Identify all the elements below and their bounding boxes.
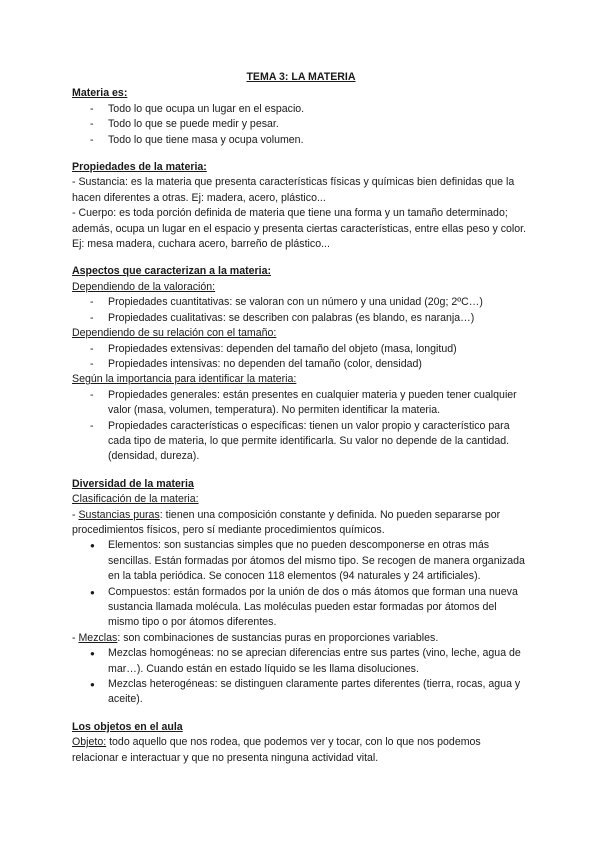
list-item: - Propiedades intensivas: no dependen del tamaño (color, densidad) <box>72 357 530 372</box>
list-item: - Todo lo que se puede medir y pesar. <box>72 117 530 132</box>
paragraph-cuerpo: - Cuerpo: es toda porción definida de materia que tiene una forma y un tamaño determinado; además, ocupa un lugar en el espacio y presenta ciertas características, entre ellas peso y color. Ej: mesa madera, cuchara acero, barreño de plástico... <box>72 207 527 251</box>
document-title: TEMA 3: LA MATERIA <box>246 71 356 83</box>
paragraph-sustancia: - Sustancia: es la materia que presenta características físicas y químicas bien definidas que la hacen diferentes a otras. Ej: madera, acero, plástico... <box>72 176 515 204</box>
section-propiedades <box>72 160 530 252</box>
heading-objetos: Los objetos en el aula <box>72 720 183 733</box>
sustancias-puras-list <box>72 538 530 630</box>
mezclas-list <box>72 646 530 708</box>
subheading-importancia: Según la importancia para identificar la materia: <box>72 373 297 386</box>
list-item: ● Compuestos: están formados por la unión de dos o más átomos que forman una nueva sustancia llamada molécula. Las moléculas pueden estar formadas por átomos del mismo tipo o por átomos diferentes. <box>72 585 530 631</box>
list-item: ● Mezclas heterogéneas: se distinguen claramente partes diferentes (tierra, rocas, agua y aceite). <box>72 677 530 708</box>
list-item: - Todo lo que tiene masa y ocupa volumen. <box>72 133 530 148</box>
list-item: - Propiedades cualitativas: se describen con palabras (es blando, es naranja…) <box>72 311 530 326</box>
heading-aspectos: Aspectos que caracterizan a la materia: <box>72 265 272 278</box>
list-item: - Propiedades características o específicas: tienen un valor propio y característico para cada tipo de materia, lo que permite identificarla. Su valor no depende de la cantidad. (densidad, dureza). <box>72 419 530 465</box>
tamano-list <box>72 342 530 373</box>
paragraph-objeto <box>72 735 530 766</box>
dash-prefix: - <box>72 631 79 644</box>
term-mezclas: Mezclas <box>78 631 118 644</box>
subheading-valoracion: Dependiendo de la valoración: <box>72 280 216 293</box>
subheading-tamano: Dependiendo de su relación con el tamaño: <box>72 327 277 340</box>
list-item: ● Mezclas homogéneas: no se aprecian diferencias entre sus partes (vino, leche, agua de mar…). Cuando están en estado líquido se les llama disoluciones. <box>72 646 530 677</box>
list-item: - Propiedades extensivas: dependen del tamaño del objeto (masa, longitud) <box>72 342 530 357</box>
materia-es-list <box>72 102 530 148</box>
term-sustancias-puras: Sustancias puras <box>78 508 160 521</box>
list-item: ● Elementos: son sustancias simples que no pueden descomponerse en otras más sencillas. Están formadas por átomos del mismo tipo. Se recogen de manera organizada en la tabla periódica. Se conocen 118 elementos (94 naturales y 24 artificiales). <box>72 538 530 584</box>
section-materia-es <box>72 86 530 148</box>
valoracion-list <box>72 295 530 326</box>
paragraph-sustancias-puras <box>72 508 530 539</box>
section-aspectos <box>72 264 530 464</box>
definition-mezclas: : son combinaciones de sustancias puras en proporciones variables. <box>117 631 439 644</box>
heading-materia-es: Materia es: <box>72 87 128 100</box>
term-objeto: Objeto: <box>72 736 107 749</box>
section-objetos <box>72 720 530 766</box>
heading-propiedades: Propiedades de la materia: <box>72 161 207 174</box>
list-item: - Propiedades cuantitativas: se valoran con un número y una unidad (20g; 2ºC…) <box>72 295 530 310</box>
list-item: - Todo lo que ocupa un lugar en el espacio. <box>72 102 530 117</box>
definition-sustancias-puras: : tienen una composición constante y definida. No pueden separarse por procedimientos físicos, pero sí mediante procedimientos químicos. <box>72 508 501 536</box>
importancia-list <box>72 388 530 465</box>
subheading-clasificacion: Clasificación de la materia: <box>72 493 199 506</box>
dash-prefix: - <box>72 508 79 521</box>
section-diversidad <box>72 477 530 708</box>
list-item: - Propiedades generales: están presentes en cualquier materia y pueden tener cualquier valor (masa, volumen, temperatura). No permiten identificar la materia. <box>72 388 530 419</box>
heading-diversidad: Diversidad de la materia <box>72 477 194 490</box>
definition-objeto: todo aquello que nos rodea, que podemos ver y tocar, con lo que nos podemos relacionar e interactuar y que no presenta ninguna actividad vital. <box>72 736 481 764</box>
paragraph-mezclas <box>72 631 530 646</box>
